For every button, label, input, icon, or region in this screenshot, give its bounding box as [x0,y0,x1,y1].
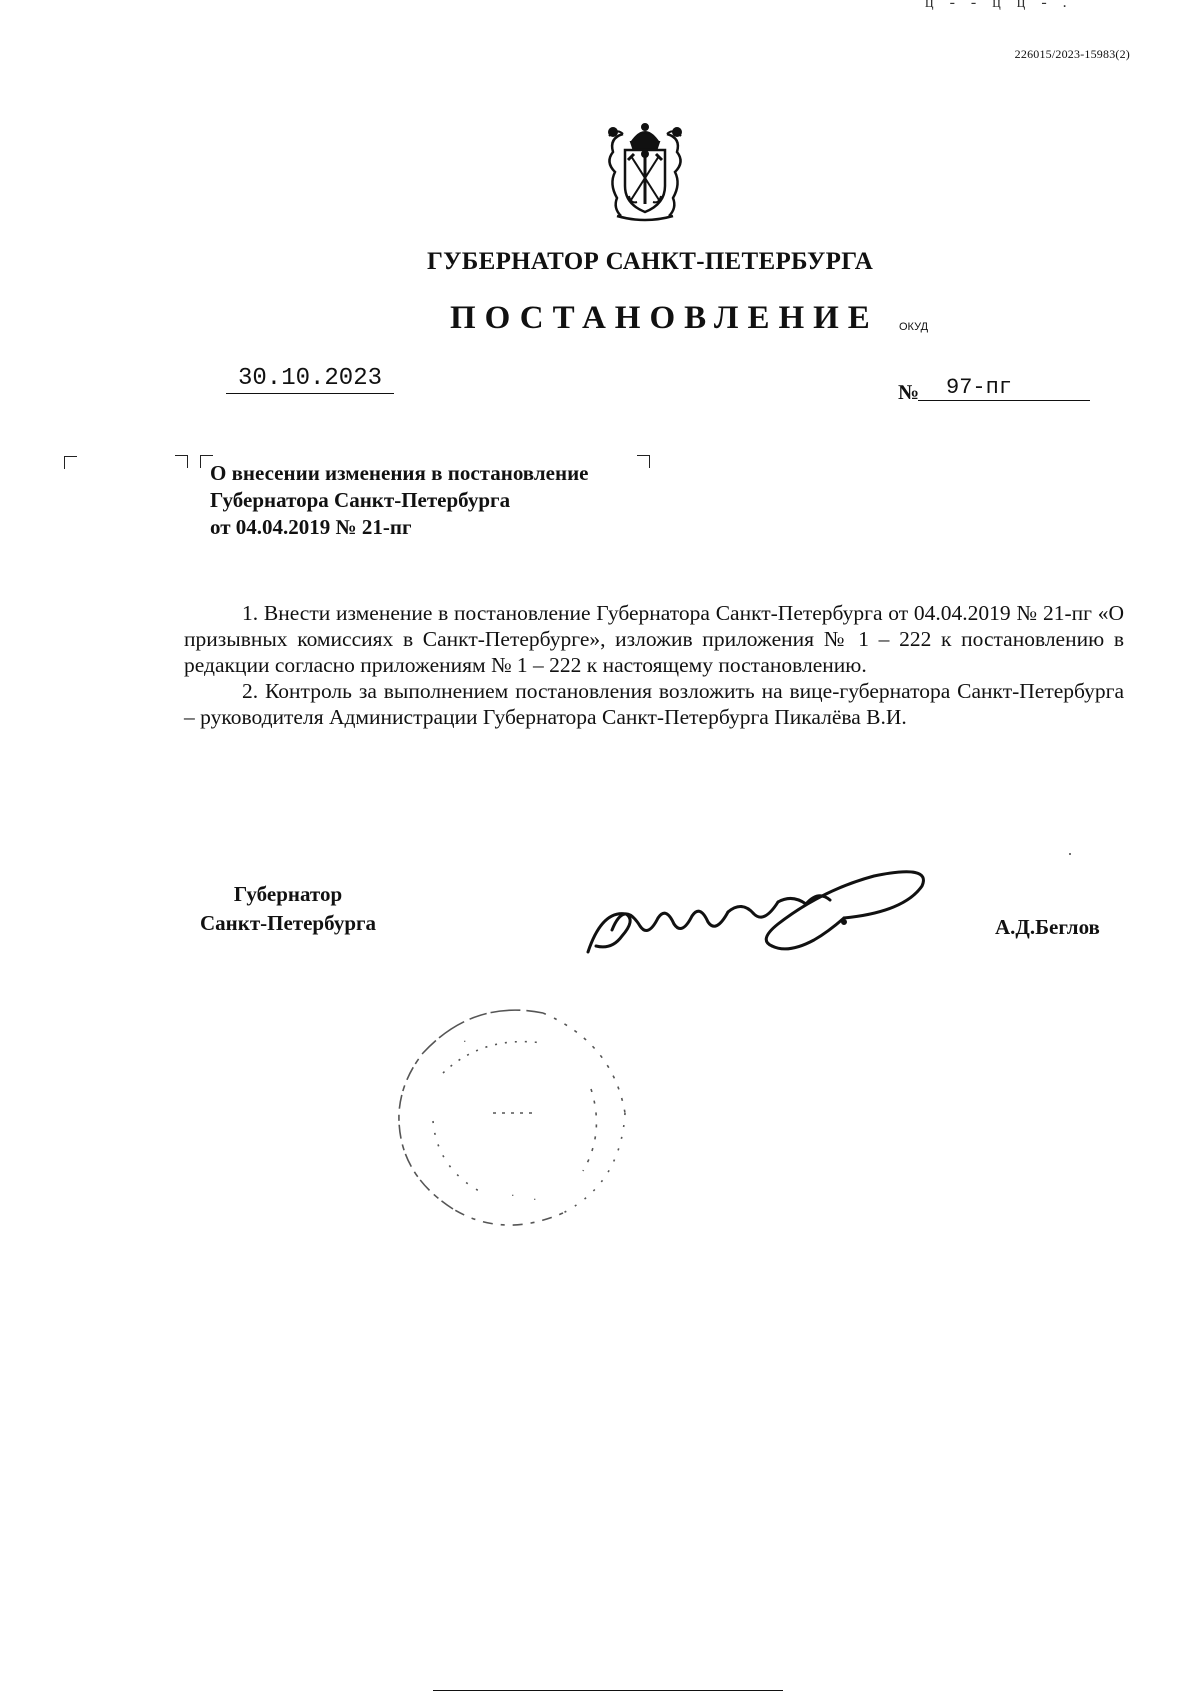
bottom-divider [433,1690,783,1691]
signer-position-line-2: Санкт-Петербурга [199,911,377,935]
coat-of-arms-icon [595,120,695,222]
subject-line-1: О внесении изменения в постановление [210,461,589,485]
document-number: 97-пг [918,375,1090,401]
subject-corner-mark-left-outer [175,455,188,468]
document-body [184,600,1124,730]
document-type-title: ПОСТАНОВЛЕНИЕ [450,300,879,336]
number-label: № [898,380,920,404]
subject-line-3: от 04.04.2019 № 21-пг [210,515,412,539]
subject-corner-mark-right [637,455,650,468]
official-seal-stamp [393,1003,631,1231]
svg-text:·: · [511,1189,515,1202]
issuing-authority: ГУБЕРНАТОР САНКТ-ПЕТЕРБУРГА [426,248,874,275]
document-subject [210,460,589,541]
left-margin-corner-mark [64,456,77,469]
svg-text:·: · [533,1193,537,1206]
handwritten-signature [582,860,942,970]
body-paragraph-1: 1. Внести изменение в постановление Губернатора Санкт-Петербурга от 04.04.2019 № 21-пг «О призывных комиссиях в Санкт-Петербурге», изложив приложения № 1 – 222 к постановлению в редакции согласно приложениям № 1 – 222 к настоящему постановлению. [184,601,1124,677]
body-paragraph-2: 2. Контроль за выполнением постановления возложить на вице-губернатора Санкт-Петербурга – руководителя Администрации Губернатора Санкт-Петербурга Пикалёва В.И. [184,679,1124,729]
svg-text:·: · [463,1035,467,1048]
signer-position [183,880,393,938]
registration-number: 226015/2023-15983(2) [1014,47,1130,61]
document-date: 30.10.2023 [226,365,394,394]
okud-label: ОКУД [899,321,929,333]
signer-position-line-1: Губернатор [233,882,343,906]
top-scan-marks: ц - - ц ц - . [925,0,1073,11]
subject-line-2: Губернатора Санкт-Петербурга [210,488,511,512]
signer-name: А.Д.Беглов [995,915,1100,939]
scan-dot [1069,853,1071,855]
